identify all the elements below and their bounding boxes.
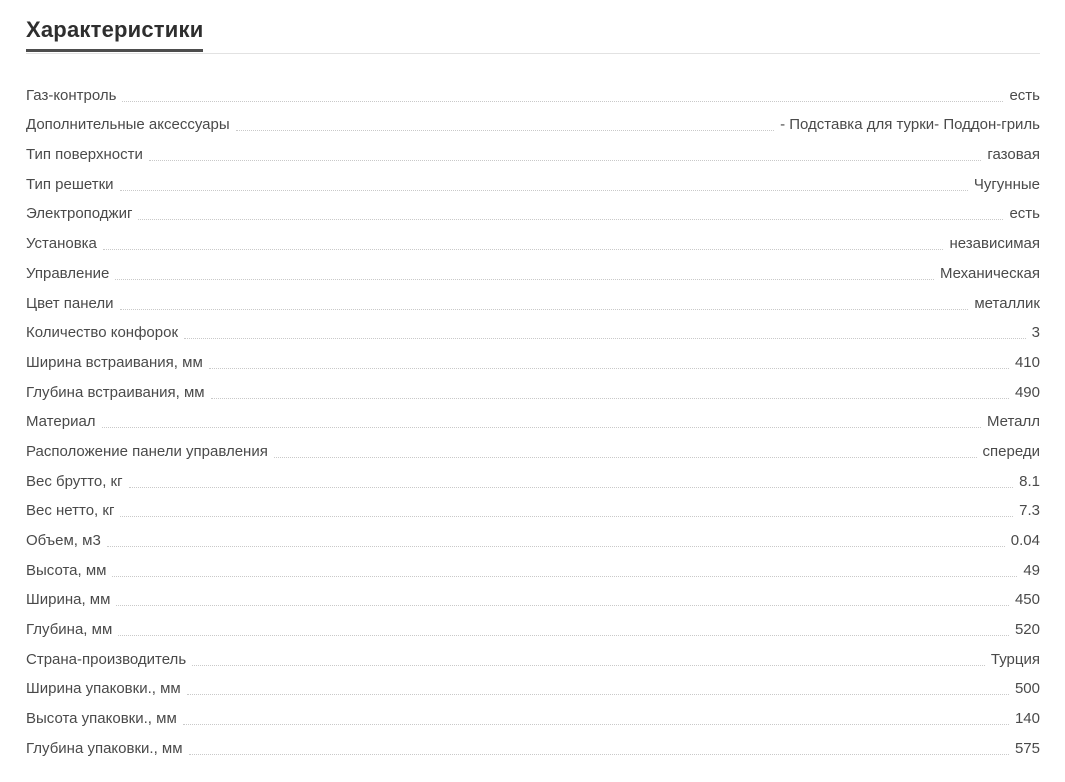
dot-leader: [187, 681, 1009, 695]
spec-value: 49: [1023, 561, 1040, 579]
spec-name: Ширина упаковки., мм: [26, 680, 181, 698]
spec-name: Установка: [26, 235, 97, 253]
dot-leader: [122, 88, 1003, 102]
spec-row: [26, 342, 1040, 372]
spec-row: [26, 75, 1040, 105]
spec-row: [26, 283, 1040, 313]
spec-row: [26, 728, 1040, 758]
dot-leader: [120, 296, 969, 310]
spec-value: 3: [1031, 324, 1040, 342]
spec-row: [26, 402, 1040, 432]
dot-leader: [116, 592, 1009, 606]
spec-value: Металл: [986, 413, 1040, 431]
page-title: Характеристики: [26, 17, 203, 52]
spec-name: Глубина встраивания, мм: [26, 383, 205, 401]
spec-name: Глубина, мм: [26, 621, 113, 639]
spec-value: - Подставка для турки- Поддон-гриль: [780, 116, 1040, 134]
spec-name: Электроподжиг: [26, 205, 133, 223]
spec-row: [26, 491, 1040, 521]
spec-value: 140: [1014, 710, 1040, 728]
dot-leader: [102, 414, 981, 428]
spec-name: Высота упаковки., мм: [26, 710, 177, 728]
dot-leader: [184, 325, 1026, 339]
spec-name: Цвет панели: [26, 294, 114, 312]
dot-leader: [209, 355, 1009, 369]
dot-leader: [118, 622, 1009, 636]
spec-row: [26, 372, 1040, 402]
spec-row: [26, 194, 1040, 224]
spec-name: Материал: [26, 413, 96, 431]
spec-value: независимая: [949, 235, 1040, 253]
spec-row: [26, 639, 1040, 669]
spec-row: [26, 609, 1040, 639]
dot-leader: [189, 741, 1009, 755]
spec-name: Тип решетки: [26, 175, 114, 193]
dot-leader: [183, 711, 1009, 725]
spec-value: 500: [1014, 680, 1040, 698]
dot-leader: [120, 177, 968, 191]
spec-value: Механическая: [939, 264, 1040, 282]
spec-row: [26, 253, 1040, 283]
spec-name: Расположение панели управления: [26, 442, 268, 460]
spec-value: есть: [1009, 205, 1040, 223]
spec-row: [26, 698, 1040, 728]
spec-name: Управление: [26, 264, 110, 282]
spec-value: 8.1: [1019, 472, 1040, 490]
spec-row: [26, 164, 1040, 194]
specifications-list: [26, 75, 1041, 758]
title-divider: [26, 53, 1040, 54]
spec-row: [26, 669, 1040, 699]
dot-leader: [120, 503, 1013, 517]
dot-leader: [149, 147, 982, 161]
spec-row: [26, 550, 1040, 580]
spec-row: [26, 461, 1040, 491]
spec-name: Газ-контроль: [26, 86, 117, 104]
spec-value: 0.04: [1010, 532, 1040, 549]
page-title-wrap: [26, 0, 1041, 52]
spec-name: Страна-производитель: [26, 650, 187, 668]
spec-row: [26, 223, 1040, 253]
dot-leader: [103, 236, 944, 250]
spec-row: [26, 431, 1040, 461]
spec-name: Глубина упаковки., мм: [26, 739, 183, 757]
spec-value: 410: [1014, 353, 1040, 371]
spec-name: Вес нетто, кг: [26, 502, 115, 520]
spec-name: Высота, мм: [26, 561, 107, 579]
spec-name: Ширина, мм: [26, 591, 111, 609]
dot-leader: [236, 117, 774, 131]
spec-value: 575: [1014, 739, 1040, 757]
spec-value: 450: [1014, 591, 1040, 609]
spec-name: Объем, м3: [26, 532, 101, 549]
spec-name: Вес брутто, кг: [26, 472, 123, 490]
spec-value: 490: [1014, 383, 1040, 401]
spec-name: Ширина встраивания, мм: [26, 353, 203, 371]
dot-leader: [107, 533, 1005, 547]
dot-leader: [129, 474, 1014, 488]
spec-row: [26, 105, 1040, 135]
spec-row: [26, 520, 1040, 550]
spec-row: [26, 580, 1040, 610]
dot-leader: [274, 444, 977, 458]
spec-value: есть: [1009, 86, 1040, 104]
spec-name: Дополнительные аксессуары: [26, 116, 230, 134]
spec-value: 520: [1014, 621, 1040, 639]
spec-value: Турция: [990, 650, 1040, 668]
spec-value: Чугунные: [973, 175, 1040, 193]
spec-name: Количество конфорок: [26, 324, 179, 342]
spec-row: [26, 313, 1040, 343]
dot-leader: [138, 206, 1003, 220]
dot-leader: [112, 563, 1017, 577]
dot-leader: [115, 266, 934, 280]
spec-name: Тип поверхности: [26, 146, 143, 164]
spec-value: металлик: [974, 294, 1040, 312]
spec-value: 7.3: [1019, 502, 1040, 520]
spec-value: спереди: [982, 442, 1040, 460]
dot-leader: [211, 385, 1009, 399]
spec-row: [26, 134, 1040, 164]
spec-value: газовая: [987, 146, 1040, 164]
dot-leader: [192, 652, 985, 666]
